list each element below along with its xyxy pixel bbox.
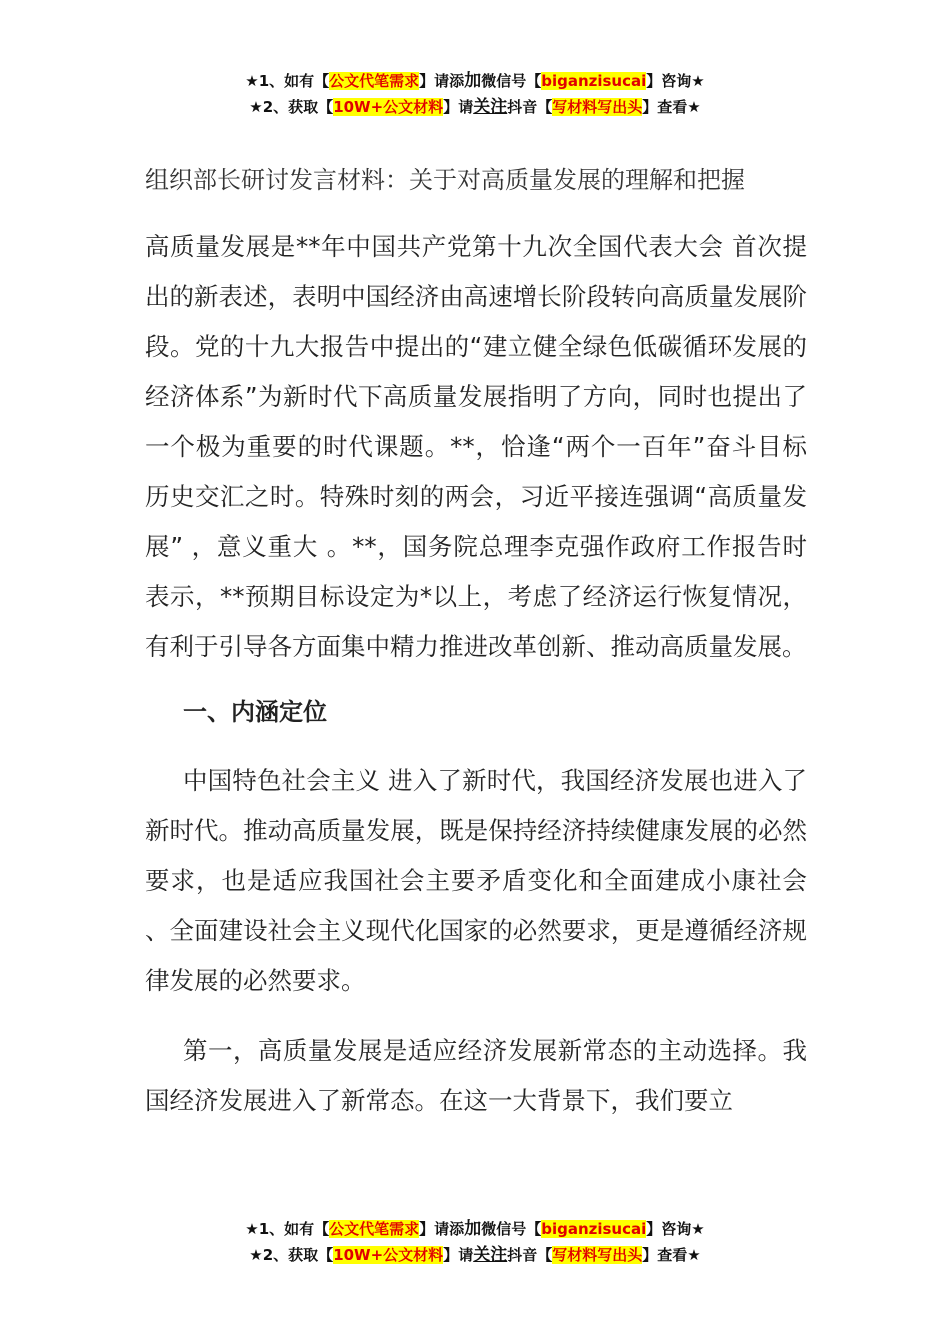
promo-text: 抖音【 <box>507 98 553 116</box>
promo-douyin-name: 写材料写出头 <box>552 98 643 116</box>
promo-text: 加 <box>464 1219 482 1239</box>
promo-text: ★1、如有【 <box>245 1220 330 1238</box>
promo-highlight: 公文代笔需求 <box>329 72 420 90</box>
promo-text: 】咨询★ <box>646 72 705 90</box>
promo-text: ★2、获取【 <box>249 98 334 116</box>
promo-highlight: 10W+公文材料 <box>333 98 444 116</box>
promo-text: 抖音【 <box>507 1246 553 1264</box>
promo-text: ★2、获取【 <box>249 1246 334 1264</box>
promo-text: 】请添 <box>419 72 465 90</box>
promo-banner-bottom <box>0 1216 950 1268</box>
promo-wechat-id: biganzisucai <box>541 1220 647 1238</box>
promo-banner-top <box>0 68 950 120</box>
document-body <box>145 222 807 1146</box>
promo-douyin-name: 写材料写出头 <box>552 1246 643 1264</box>
promo-text: ★1、如有【 <box>245 72 330 90</box>
promo-text: 】请 <box>443 98 474 116</box>
promo-line-1 <box>0 1216 950 1242</box>
section-heading: 一、内涵定位 <box>183 698 327 726</box>
promo-text: 】查看★ <box>642 1246 701 1264</box>
promo-line-1 <box>0 68 950 94</box>
promo-text: 】咨询★ <box>646 1220 705 1238</box>
promo-highlight: 公文代笔需求 <box>329 1220 420 1238</box>
promo-line-2 <box>0 1242 950 1268</box>
document-title: 组织部长研讨发言材料：关于对高质量发展的理解和把握 <box>145 166 745 194</box>
promo-highlight: 10W+公文材料 <box>333 1246 444 1264</box>
promo-text: 】查看★ <box>642 98 701 116</box>
paragraph-first-point: 第一，高质量发展是适应经济发展新常态的主动选择。我国经济发展进入了新常态。在这一大背景下，我们要立 <box>145 1036 807 1115</box>
promo-text: 】请添 <box>419 1220 465 1238</box>
promo-text: 】请 <box>443 1246 474 1264</box>
promo-text: 关注 <box>473 97 508 117</box>
promo-wechat-id: biganzisucai <box>541 72 647 90</box>
promo-line-2 <box>0 94 950 120</box>
paragraph-intro: 高质量发展是**年中国共产党第十九次全国代表大会 首次提出的新表述，表明中国经济由高速增长阶段转向高质量发展阶段。党的十九大报告中提出的“建立健全绿色低碳循环发展的经济体系”为新时代下高质量发展指明了方向，同时也提出了一个极为重要的时代课题。**，恰逢“两个一百年”奋斗目标历史交汇之时。特殊时刻的两会，习近平接连强调“高质量发展” ，意义重大 。**，国务院总理李克强作政府工作报告时表示，**预期目标设定为*以上，考虑了经济运行恢复情况，有利于引导各方面集中精力推进改革创新、推动高质量发展。 <box>145 232 807 661</box>
promo-text: 加 <box>464 71 482 91</box>
promo-text: 关注 <box>473 1245 508 1265</box>
promo-text: 微信号【 <box>481 72 542 90</box>
paragraph-connotation: 中国特色社会主义 进入了新时代，我国经济发展也进入了新时代。推动高质量发展，既是保持经济持续健康发展的必然要求，也是适应我国社会主要矛盾变化和全面建成小康社会 、全面建设社会主义现代化国家的必然要求，更是遵循经济规律发展的必然要求。 <box>145 766 807 995</box>
promo-text: 微信号【 <box>481 1220 542 1238</box>
